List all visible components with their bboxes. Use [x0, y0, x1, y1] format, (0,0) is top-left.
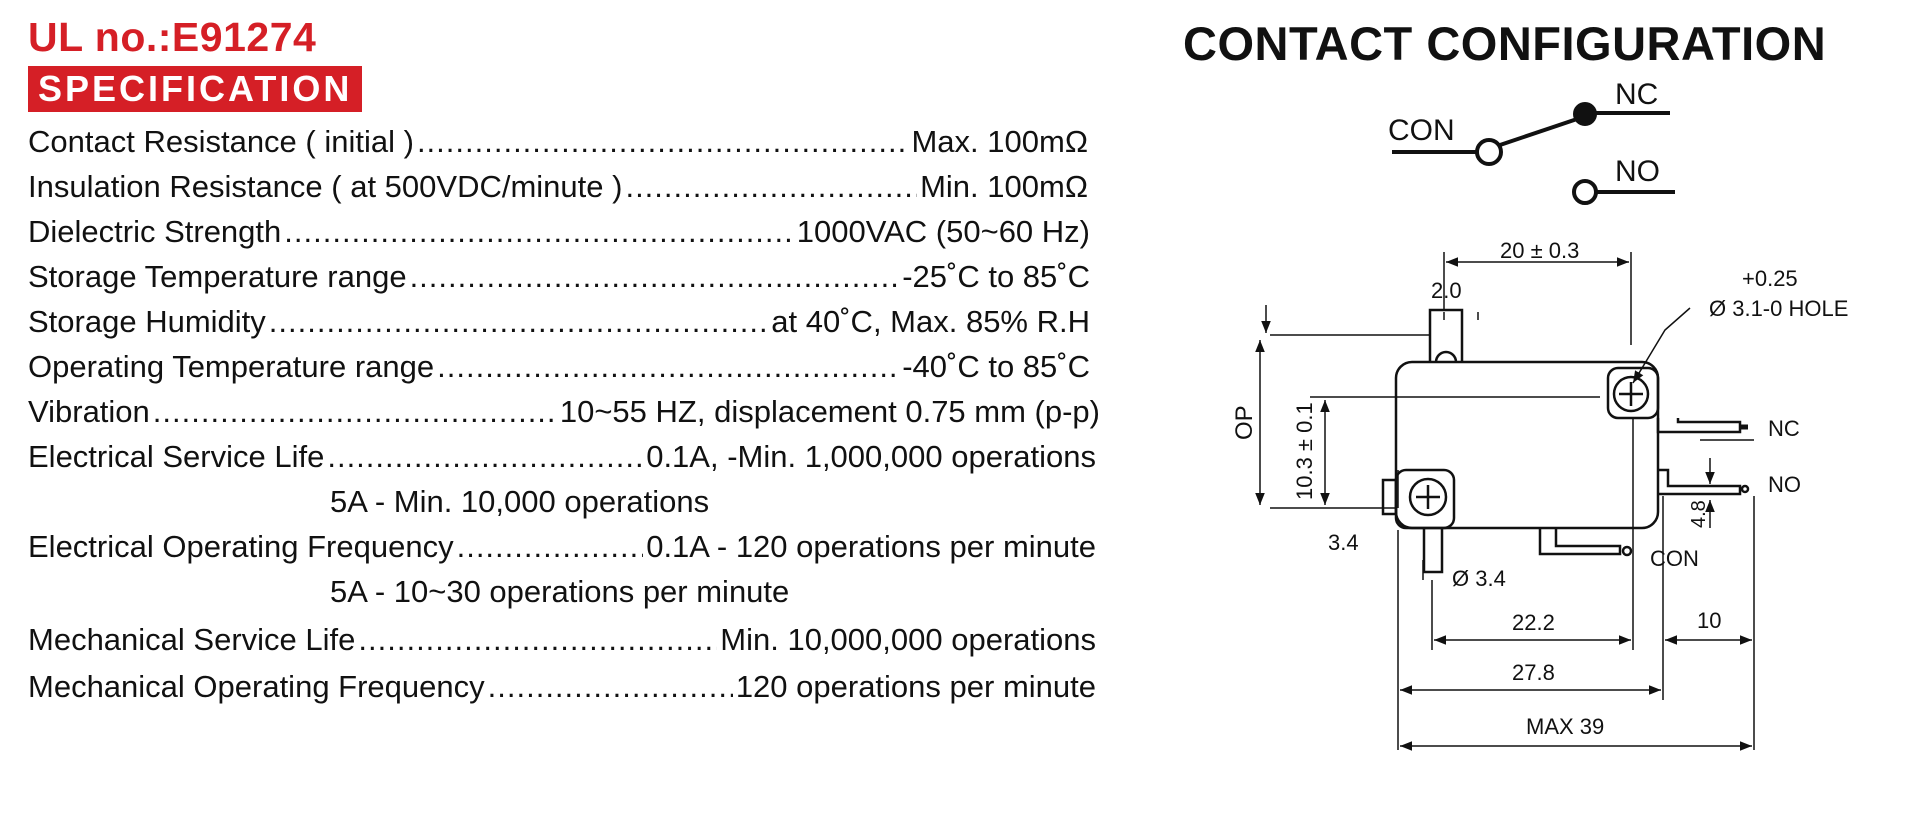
spec-label: Contact Resistance ( initial ) [28, 124, 414, 159]
spec-value: 1000VAC (50~60 Hz) [796, 214, 1090, 249]
no-terminal [1658, 470, 1740, 494]
spec-row-storage-humidity [28, 304, 1090, 344]
spec-label: Dielectric Strength [28, 214, 282, 249]
spec-value: Min. 100mΩ [920, 169, 1088, 204]
bottom-button [1424, 528, 1442, 572]
com-terminal-circle [1477, 140, 1501, 164]
dim-hole: Ø 3.1-0 HOLE [1709, 296, 1849, 321]
spec-value: Min. 10,000,000 operations [720, 622, 1096, 657]
spec-value: 120 operations per minute [735, 669, 1096, 704]
spec-value: 10~55 HZ, displacement 0.75 mm (p-p) [559, 394, 1100, 429]
spec-value: at 40˚C, Max. 85% R.H [771, 304, 1090, 339]
spec-label: Electrical Service Life [28, 439, 325, 474]
com-terminal [1540, 528, 1620, 554]
spec-row-electrical-service-life [28, 439, 1096, 479]
dim-op: OP [1231, 405, 1258, 440]
spec-value: -40˚C to 85˚C [902, 349, 1090, 384]
switch-diagram [1180, 70, 1900, 770]
contact-configuration-title: CONTACT CONFIGURATION [1183, 17, 1827, 70]
spec-row-insulation-resistance [28, 169, 1088, 209]
button-stub [1383, 480, 1396, 514]
no-label: NO [1615, 155, 1660, 188]
leader-dots [327, 439, 643, 475]
spec-label: Mechanical Service Life [28, 622, 356, 657]
spec-label: Operating Temperature range [28, 349, 435, 384]
dim-terminal-spacing: 4.8 [1688, 500, 1710, 528]
no-terminal-tip [1742, 486, 1748, 492]
dim-hole-tolerance: +0.25 [1742, 266, 1798, 291]
spec-row-operating-temperature [28, 349, 1090, 389]
spec-value: -25˚C to 85˚C [902, 259, 1090, 294]
spec-row-mechanical-operating-frequency [28, 669, 1096, 709]
leader-dots [410, 259, 900, 295]
dim-22-2: 22.2 [1512, 610, 1555, 635]
com-label: CON [1388, 114, 1455, 147]
plunger-arc [1436, 352, 1456, 362]
spec-row-mechanical-service-life [28, 622, 1096, 662]
nc-label: NC [1615, 78, 1659, 111]
dim-27-8: 27.8 [1512, 660, 1555, 685]
specification-badge: SPECIFICATION [28, 66, 362, 112]
leader-dots [437, 349, 899, 385]
dim-max-39: MAX 39 [1526, 714, 1605, 739]
switch-body-drawing [1383, 310, 1748, 572]
leader-dots [284, 214, 793, 250]
leader-dots [417, 124, 909, 160]
spec-value: 0.1A, -Min. 1,000,000 operations [646, 439, 1096, 474]
com-terminal-tip [1623, 547, 1631, 555]
ul-number: UL no.:E91274 [28, 14, 317, 60]
spec-label: Insulation Resistance ( at 500VDC/minute ) [28, 169, 623, 204]
switch-lever [1500, 117, 1583, 145]
dim-10: 10 [1697, 608, 1722, 633]
leader-dots [269, 304, 769, 340]
plunger [1430, 310, 1462, 362]
leader-dots [488, 669, 733, 705]
spec-row-electrical-operating-frequency [28, 529, 1096, 569]
leader-dots [153, 394, 557, 430]
dim-left-offset: 3.4 [1328, 530, 1359, 555]
dim-width-top: 20 ± 0.3 [1500, 238, 1580, 263]
nc-terminal-dot [1575, 104, 1595, 124]
spec-value: 0.1A - 120 operations per minute [646, 529, 1096, 564]
dim-nc-label: NC [1768, 416, 1800, 441]
spec-row-vibration [28, 394, 1100, 434]
leader-dots [625, 169, 917, 205]
dimension-lines [1260, 252, 1754, 750]
spec-label: Mechanical Operating Frequency [28, 669, 485, 704]
dim-plunger: 2.0 [1431, 278, 1462, 303]
dim-no-label: NO [1768, 472, 1801, 497]
spec-label: Storage Temperature range [28, 259, 407, 294]
spec-label: Storage Humidity [28, 304, 266, 339]
nc-terminal [1658, 418, 1740, 432]
spec-subline-electrical-operating-frequency: 5A - 10~30 operations per minute [330, 574, 790, 609]
spec-row-dielectric-strength [28, 214, 1090, 254]
spec-value: Max. 100mΩ [911, 124, 1088, 159]
spec-row-storage-temperature [28, 259, 1090, 299]
spec-label: Vibration [28, 394, 150, 429]
spec-label: Electrical Operating Frequency [28, 529, 454, 564]
dim-height: 10.3 ± 0.1 [1292, 402, 1317, 500]
dim-button-diameter: Ø 3.4 [1452, 566, 1506, 591]
dim-com-label: CON [1650, 546, 1699, 571]
leader-dots [358, 622, 717, 658]
no-terminal-circle [1574, 181, 1596, 203]
switch-body [1396, 362, 1658, 528]
spec-row-contact-resistance [28, 124, 1088, 164]
spec-subline-electrical-service-life: 5A - Min. 10,000 operations [330, 484, 710, 519]
leader-dots [457, 529, 644, 565]
